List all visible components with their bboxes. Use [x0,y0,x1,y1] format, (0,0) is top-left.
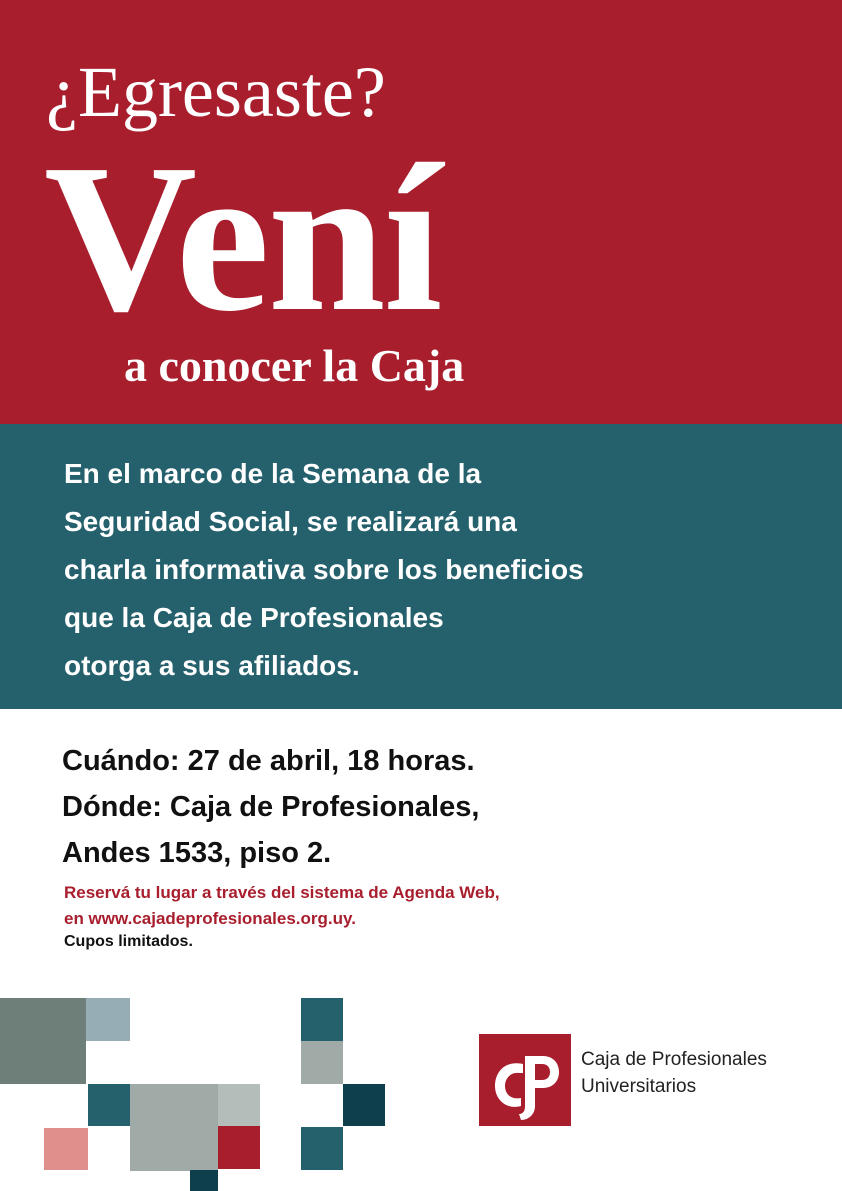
cjp-logo-icon [479,1034,571,1126]
question-heading: ¿Egresaste? [46,52,386,132]
intro-paragraph [64,450,784,690]
logo-wordmark [581,1046,767,1100]
cjp-logo-glyph [479,1034,571,1126]
logo-name-line: Caja de Profesionales [581,1049,767,1070]
decor-square [130,1084,218,1171]
header-banner [0,0,842,424]
decor-square [301,998,343,1041]
decor-square [0,998,86,1084]
registration-note [64,880,500,932]
decor-square [44,1128,88,1170]
event-address: Andes 1533, piso 2. [62,837,332,869]
event-details [62,738,479,876]
main-heading: Vení [44,120,441,355]
decor-square [190,1170,218,1191]
registration-url[interactable]: en www.cajadeprofesionales.org.uy. [64,909,356,928]
decor-square [343,1084,385,1126]
decor-square [86,998,130,1041]
intro-banner [0,424,842,709]
intro-line: En el marco de la Semana de la [64,458,482,489]
decor-square [218,1126,260,1169]
intro-line: Seguridad Social, se realizará una [64,506,517,537]
logo-name-line: Universitarios [581,1076,697,1097]
intro-line: que la Caja de Profesionales [64,602,444,633]
intro-line: charla informativa sobre los beneficios [64,554,584,585]
event-where: Dónde: Caja de Profesionales, [62,791,480,823]
subtitle-heading: a conocer la Caja [124,340,465,391]
registration-line: Reservá tu lugar a través del sistema de Agenda Web, [64,883,500,902]
limited-spots-note: Cupos limitados. [64,933,193,950]
decor-square [301,1127,343,1170]
decor-square [218,1084,260,1126]
event-when: Cuándo: 27 de abril, 18 horas. [62,745,475,777]
decor-square [88,1084,130,1126]
decor-square [301,1041,343,1084]
intro-line: otorga a sus afiliados. [64,650,360,681]
